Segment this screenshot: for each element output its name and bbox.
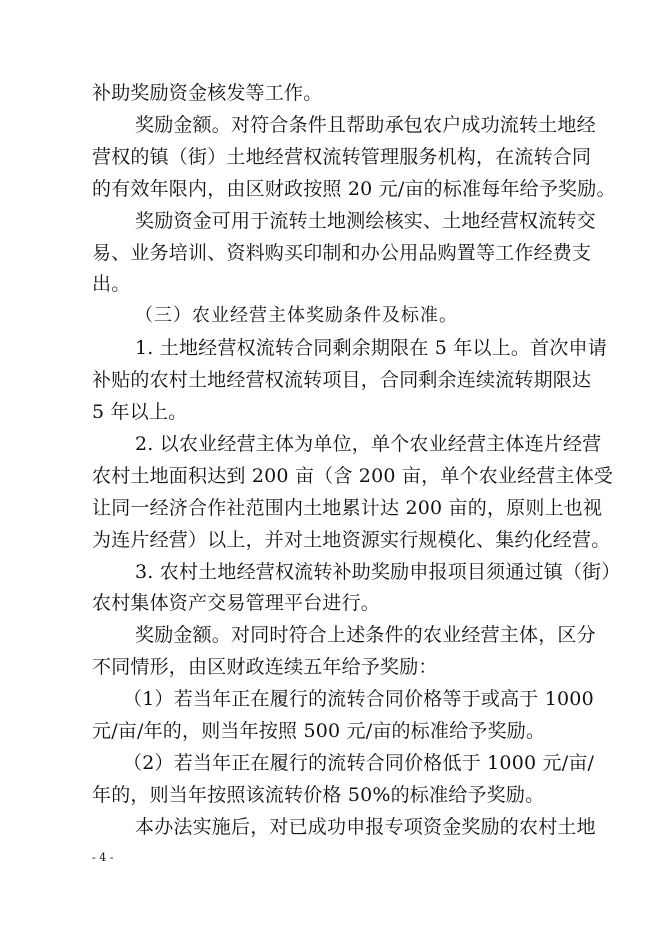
text-line: 补贴的农村土地经营权流转项目，合同剩余连续流转期限达: [92, 369, 592, 391]
text-line: 农村集体资产交易管理平台进行。: [92, 592, 381, 614]
text-line: 2. 以农业经营主体为单位，单个农业经营主体连片经营: [135, 433, 602, 455]
text-line: 不同情形，由区财政连续五年给予奖励：: [92, 656, 438, 678]
text-line: 1. 土地经营权流转合同剩余期限在 5 年以上。首次申请: [135, 337, 607, 359]
text-line: 易、业务培训、资料购买印制和办公用品购置等工作经费支: [92, 242, 592, 264]
text-line: 农村土地面积达到 200 亩（含 200 亩，单个农业经营主体受: [92, 465, 614, 487]
text-line: 奖励资金可用于流转土地测绘核实、土地经营权流转交: [135, 210, 596, 232]
text-line: 营权的镇（街）土地经营权流转管理服务机构，在流转合同: [92, 146, 592, 168]
text-line: 补助奖励资金核发等工作。: [92, 82, 323, 104]
text-line: 让同一经济合作社范围内土地累计达 200 亩的，原则上也视: [92, 497, 603, 519]
page-number: - 4 -: [92, 851, 114, 864]
text-line: 为连片经营）以上，并对土地资源实行规模化、集约化经营。: [92, 529, 611, 551]
text-line: 5 年以上。: [92, 401, 188, 423]
text-line: （2）若当年正在履行的流转合同价格低于 1000 元/亩/: [123, 752, 595, 774]
text-line: 出。: [92, 273, 131, 295]
text-line: （1）若当年正在履行的流转合同价格等于或高于 1000: [123, 688, 594, 710]
text-line: 的有效年限内，由区财政按照 20 元/亩的标准每年给予奖励。: [92, 178, 616, 200]
text-line: 奖励金额。对符合条件且帮助承包农户成功流转土地经: [135, 114, 596, 136]
section-heading: （三）农业经营主体奖励条件及标准。: [135, 305, 458, 326]
text-line: 元/亩/年的，则当年按照 500 元/亩的标准给予奖励。: [92, 720, 546, 742]
text-line: 本办法实施后，对已成功申报专项资金奖励的农村土地: [135, 816, 596, 838]
text-line: 3. 农村土地经营权流转补助奖励申报项目须通过镇（街）: [135, 561, 621, 583]
text-line: 年的，则当年按照该流转价格 50%的标准给予奖励。: [92, 784, 545, 806]
text-line: 奖励金额。对同时符合上述条件的农业经营主体，区分: [135, 624, 596, 646]
